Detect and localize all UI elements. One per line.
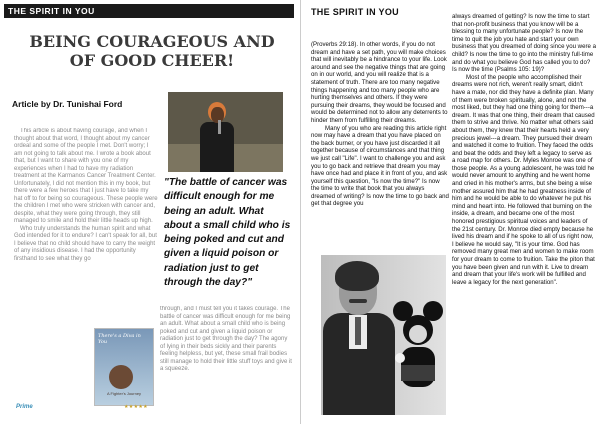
right-column-1 bbox=[311, 41, 449, 208]
title-line-1: BEING COURAGEOUS AND bbox=[29, 32, 275, 51]
right-column-2 bbox=[452, 13, 596, 418]
right-col1-paragraph-2: Many of you who are reading this article right now may have a dream that you have placed on the back burner, or you have just discarded it all together because of circumstances and that thing we just call "Life". I want to challenge you and ask you to go back and retrieve that dream you may have once had and place it in front of you, and ask yourself this question, "Is now the time?" Is now the time to write that book that you always dreamed of writing? Is now the time to go back and get that degree you bbox=[311, 124, 449, 208]
rating-stars: ★★★★★ bbox=[124, 404, 148, 410]
right-header: THE SPIRIT IN YOU bbox=[311, 7, 399, 17]
right-page bbox=[301, 0, 600, 424]
prime-badge: Prime bbox=[16, 404, 33, 410]
title-line-2: OF GOOD CHEER! bbox=[69, 51, 235, 70]
book-cover-image bbox=[94, 328, 154, 406]
right-col2-paragraph-2: Most of the people who accomplished their dreams were not rich, weren't really smart, didn't have a mate, nor did they have a definite plan. Many of them were broken spiritually, alone, and not the most liked, but they had one thing going for them---a dream. It was that one thing, their dream that caused them to strive and thrive. No matter what others said about them, they knew that their hearts held a very precious jewel---a dream. They pursued their dream and watched it come to fruition. They faced the odds and beat the odds and they left a legacy to serve as a road map for others. Dr. Myles Monroe was one of those people. As a young adolescent, he was told he would never amount to anything and he went home and cried in his mother's arms, but she being a wise mother assured him that he had greatness inside of him and he would be able to do whatever he put his mind and heart into. He followed that burning on the inside, a dream, and became one of the most honored prestigious spiritual voices and leaders of the 21st century. Dr. Monroe died empty because he lived his dream and if he spoke to all of us right now, I believe he would say, "It is your time. God has removed many great men and women to make room for your dream to come to fruition. Take the piton that you have been given and run with it. Live to dream and dream that your life's work will be fulfilled and leave a legacy for the next generation". bbox=[452, 73, 595, 286]
left-lower-paragraph: through, and I must tell you it takes courage. The battle of cancer was difficult enough for me being an adult. What about a small child who is being poked and cut and given a liquid poison or radiation just to get through the day? The agony of lying in their beds sickly and their parents feeling helpless, but yet, these small frail bodies still manage to hold their little stuff toys and give it a squeeze. bbox=[160, 306, 292, 372]
left-header-bar: THE SPIRIT IN YOU bbox=[4, 4, 294, 18]
pull-quote: "The battle of cancer was difficult enough for me being an adult. What about a small child who is being poked and cut and given a liquid poison or radiation just to get through the day?" bbox=[164, 177, 291, 289]
book-author-photo bbox=[109, 365, 133, 389]
byline: Article by Dr. Tunishai Ford bbox=[12, 99, 123, 109]
speaker-photo bbox=[168, 92, 283, 172]
disney-mickey-photo bbox=[321, 255, 446, 415]
left-body-paragraph-2: Who truly understands the human spirit and what God intended for it to endure? I can't speak for all, but I believe that no child should have to carry the weight of any insidious disease. I had the opportunity firsthand to see what they go bbox=[14, 225, 157, 262]
article-title bbox=[8, 32, 296, 70]
book-subtitle: A Fighter's Journey bbox=[106, 391, 142, 396]
book-title: There's a Diva in You bbox=[98, 333, 141, 345]
right-col1-paragraph-1: (Proverbs 29:18). In other words, if you do not dream and have a set path, you will make choices that will inevitably be a hindrance to your life. Look around and see the negative things that are going on in our world, and you will realize that is a statement of truth. There are too many negative things happening and too many people who are hurting themselves and others. If they were pursuing their dreams, they would be focused and would be determined not to allow any deterrents to hinder them from fulfilling their dreams. bbox=[311, 41, 448, 124]
right-col2-paragraph-1: always dreamed of getting? Is now the time to start that non-profit business that you know will be a blessing to many unfortunate people? Is now the time to quit the job you hate and start your own business that you dreamed of doing since you were a child? Is now the time to go into the ministry full-time and do what you believe God has called you to do? Is now the time (Psalms 105: 19)? bbox=[452, 13, 596, 74]
left-body-paragraph-1: This article is about having courage, and when I thought about that word, I thought about my cancer ordeal and some of the people I met. Don't worry; I am not going to talk about me. I wrote a book about that, but I want to share with you one of my experiences when I had to have my radiation treatment at the Karmanos Cancer Treatment Center. Unfortunately, I did not mention this in my book, but there were a few heroes that I just have to take my hat off to for being so courageous. These people were the children I met who were stricken with cancer and, despite, what they were going through, they still managed to smile and hold their little heads up high. bbox=[14, 128, 158, 224]
left-lower-column bbox=[160, 306, 292, 416]
